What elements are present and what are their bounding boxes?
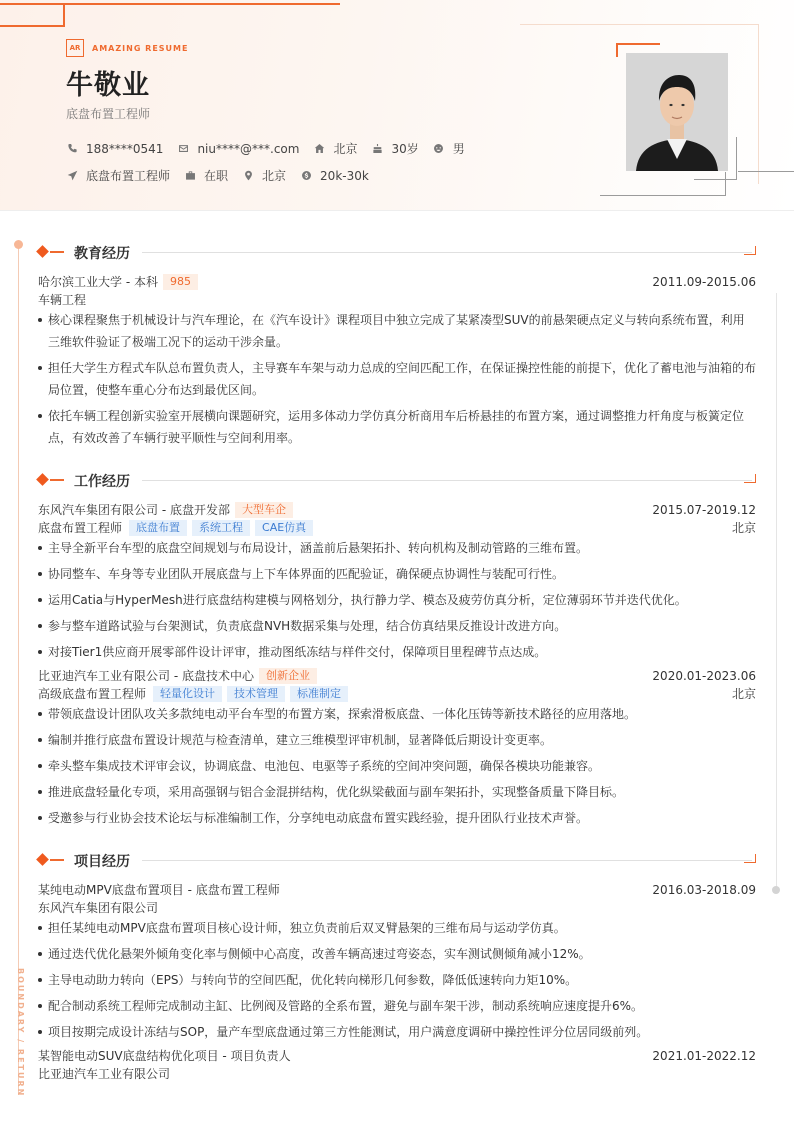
skill-tag: 轻量化设计 (153, 686, 222, 702)
project-org-row (38, 1065, 756, 1082)
target-job-info (66, 167, 170, 184)
list-item: 对接Tier1供应商开展零部件设计评审，推动图纸冻结与样件交付，保障项目里程碑节点达成。 (38, 641, 756, 663)
education-major-row (38, 291, 756, 308)
project-title: 某纯电动MPV底盘布置项目 - 底盘布置工程师 (38, 883, 280, 897)
age-value: 30岁 (391, 142, 419, 156)
header-corner-decoration (0, 3, 65, 27)
face-icon (433, 143, 445, 155)
section-title: 工作经历 (74, 474, 130, 490)
photo-frame-line (738, 171, 794, 172)
right-timeline-rail (776, 293, 777, 893)
email-info (177, 142, 299, 156)
side-watermark-text: BOUNDARY / RETURN (16, 968, 25, 1098)
skill-tag: 技术管理 (227, 686, 285, 702)
work-period: 2020.01-2023.06 (652, 668, 756, 683)
gender-info (433, 140, 465, 157)
photo-frame-line (600, 195, 726, 196)
salary-value: 20k-30k (320, 168, 369, 183)
list-item: 协同整车、车身等专业团队开展底盘与上下车体界面的匹配验证，确保硬点协调性与装配可行性。 (38, 563, 756, 585)
work-entry-header (38, 501, 756, 518)
city-info (313, 140, 357, 157)
company-tag: 创新企业 (259, 668, 317, 684)
major: 车辆工程 (38, 293, 87, 307)
list-item: 配合制动系统工程师完成制动主缸、比例阀及管路的全系布置，避免与副车架干涉，制动系统响应速度提升6%。 (38, 995, 756, 1017)
photo-frame-line (725, 172, 726, 196)
work-location: 北京 (731, 687, 756, 701)
pin-icon (242, 170, 254, 182)
role: 底盘布置工程师 (38, 521, 123, 535)
brand-text: AMAZING RESUME (92, 43, 189, 53)
section-corner (744, 854, 756, 863)
candidate-name: 牛敬业 (66, 70, 150, 101)
project-bullets (38, 917, 756, 1047)
email-value: niu****@***.com (197, 141, 300, 156)
gender-value: 男 (452, 142, 465, 156)
list-item: 主导全新平台车型的底盘空间规划与布局设计，涵盖前后悬架拓扑、转向机构及制动管路的三维布置。 (38, 537, 756, 559)
section-divider (142, 480, 752, 481)
company-tag: 大型车企 (235, 502, 293, 518)
section-title: 教育经历 (74, 246, 130, 262)
section-title: 项目经历 (74, 854, 130, 870)
list-item: 项目按期完成设计冻结与SOP，量产车型底盘通过第三方性能测试，用户满意度调研中操控性评分位居同级前列。 (38, 1021, 756, 1043)
photo-frame-corner (694, 137, 737, 180)
work-role-row (38, 685, 756, 702)
section-corner (744, 474, 756, 483)
list-item: 通过迭代优化悬架外倾角变化率与侧倾中心高度，改善车辆高速过弯姿态，实车测试侧倾角减小12%。 (38, 943, 756, 965)
right-timeline-dot (772, 886, 780, 894)
brand (66, 39, 188, 57)
phone-info (66, 142, 163, 156)
section-divider (142, 860, 752, 861)
skill-tag: 底盘布置 (129, 520, 187, 536)
coin-icon (300, 170, 312, 182)
work-period: 2015.07-2019.12 (652, 502, 756, 517)
section-divider (142, 252, 752, 253)
project-title: 某智能电动SUV底盘结构优化项目 - 项目负责人 (38, 1049, 291, 1063)
brand-logo: AR (66, 39, 84, 57)
education-entry-header (38, 273, 756, 290)
target-job-value: 底盘布置工程师 (86, 169, 171, 183)
project-org: 东风汽车集团有限公司 (38, 901, 159, 915)
section-dash (50, 859, 64, 861)
city-value: 北京 (333, 142, 358, 156)
company-name: 东风汽车集团有限公司 - 底盘开发部 (38, 503, 230, 517)
section-dash (50, 251, 64, 253)
list-item: 核心课程聚焦于机械设计与汽车理论，在《汽车设计》课程项目中独立完成了某紧凑型SUV的前悬架硬点定义与转向系统布置，利用三维软件验证了极端工况下的运动干涉余量。 (38, 309, 756, 353)
mail-icon (177, 143, 189, 155)
project-entry-header (38, 1047, 756, 1064)
work-role-row (38, 519, 756, 536)
project-org: 比亚迪汽车工业有限公司 (38, 1067, 171, 1081)
work-location: 北京 (731, 521, 756, 535)
project-period: 2016.03-2018.09 (652, 882, 756, 897)
list-item: 运用Catia与HyperMesh进行底盘结构建模与网格划分，执行静力学、模态及疲劳仿真分析，定位薄弱环节并迭代优化。 (38, 589, 756, 611)
skill-tag: 系统工程 (192, 520, 250, 536)
list-item: 担任某纯电动MPV底盘布置项目核心设计师，独立负责前后双叉臂悬架的三维布局与运动学仿真。 (38, 917, 756, 939)
resume-header (0, 0, 794, 211)
school-name: 哈尔滨工业大学 - 本科 (38, 275, 158, 289)
cake-icon (371, 143, 383, 155)
candidate-title: 底盘布置工程师 (66, 107, 151, 121)
briefcase-icon (184, 170, 196, 182)
target-city-info (242, 167, 286, 184)
section-education-header (38, 244, 756, 260)
company-name: 比亚迪汽车工业有限公司 - 底盘技术中心 (38, 669, 254, 683)
work-bullets (38, 703, 756, 833)
left-timeline-dot (14, 240, 23, 249)
work-bullets (38, 537, 756, 667)
section-work-header (38, 472, 756, 488)
status-value: 在职 (204, 169, 229, 183)
section-diamond-icon (36, 245, 49, 258)
contact-row (66, 140, 479, 157)
home-icon (313, 143, 325, 155)
status-info (184, 167, 228, 184)
list-item: 依托车辆工程创新实验室开展横向课题研究，运用多体动力学仿真分析商用车后桥悬挂的布置方案，通过调整推力杆角度与板簧定位点，有效改善了车辆行驶平顺性与空间利用率。 (38, 405, 756, 449)
section-dash (50, 479, 64, 481)
skill-tag: CAE仿真 (255, 520, 313, 536)
age-info (371, 140, 418, 157)
project-org-row (38, 899, 756, 916)
section-diamond-icon (36, 473, 49, 486)
list-item: 带领底盘设计团队攻关多款纯电动平台车型的布置方案，探索滑板底盘、一体化压铸等新技术路径的应用落地。 (38, 703, 756, 725)
list-item: 编制并推行底盘布置设计规范与检查清单，建立三维模型评审机制，显著降低后期设计变更率。 (38, 729, 756, 751)
section-corner (744, 246, 756, 255)
section-diamond-icon (36, 853, 49, 866)
role: 高级底盘布置工程师 (38, 687, 147, 701)
skill-tag: 标准制定 (290, 686, 348, 702)
list-item: 受邀参与行业协会技术论坛与标准编制工作，分享纯电动底盘布置实践经验，提升团队行业技术声誉。 (38, 807, 756, 829)
intent-row (66, 167, 383, 184)
education-period: 2011.09-2015.06 (652, 274, 756, 289)
list-item: 主导电动助力转向（EPS）与转向节的空间匹配，优化转向梯形几何参数，降低低速转向力矩10%。 (38, 969, 756, 991)
list-item: 推进底盘轻量化专项，采用高强钢与铝合金混拼结构，优化纵梁截面与副车架拓扑，实现整备质量下降目标。 (38, 781, 756, 803)
send-icon (66, 170, 78, 182)
phone-icon (66, 143, 78, 155)
phone-value: 188****0541 (86, 141, 164, 156)
target-city-value: 北京 (262, 169, 287, 183)
school-tag: 985 (163, 274, 198, 290)
list-item: 参与整车道路试验与台架测试，负责底盘NVH数据采集与处理，结合仿真结果反推设计改进方向。 (38, 615, 756, 637)
list-item: 担任大学生方程式车队总布置负责人，主导赛车车架与动力总成的空间匹配工作，在保证操控性能的前提下，优化了蓄电池与油箱的布局位置，使整车重心分布达到最优区间。 (38, 357, 756, 401)
list-item: 牵头整车集成技术评审会议，协调底盘、电池包、电驱等子系统的空间冲突问题，确保各模块功能兼容。 (38, 755, 756, 777)
salary-info (300, 169, 369, 183)
work-entry-header (38, 667, 756, 684)
project-period: 2021.01-2022.12 (652, 1048, 756, 1063)
project-entry-header (38, 881, 756, 898)
section-projects-header (38, 852, 756, 868)
education-bullets (38, 309, 756, 453)
